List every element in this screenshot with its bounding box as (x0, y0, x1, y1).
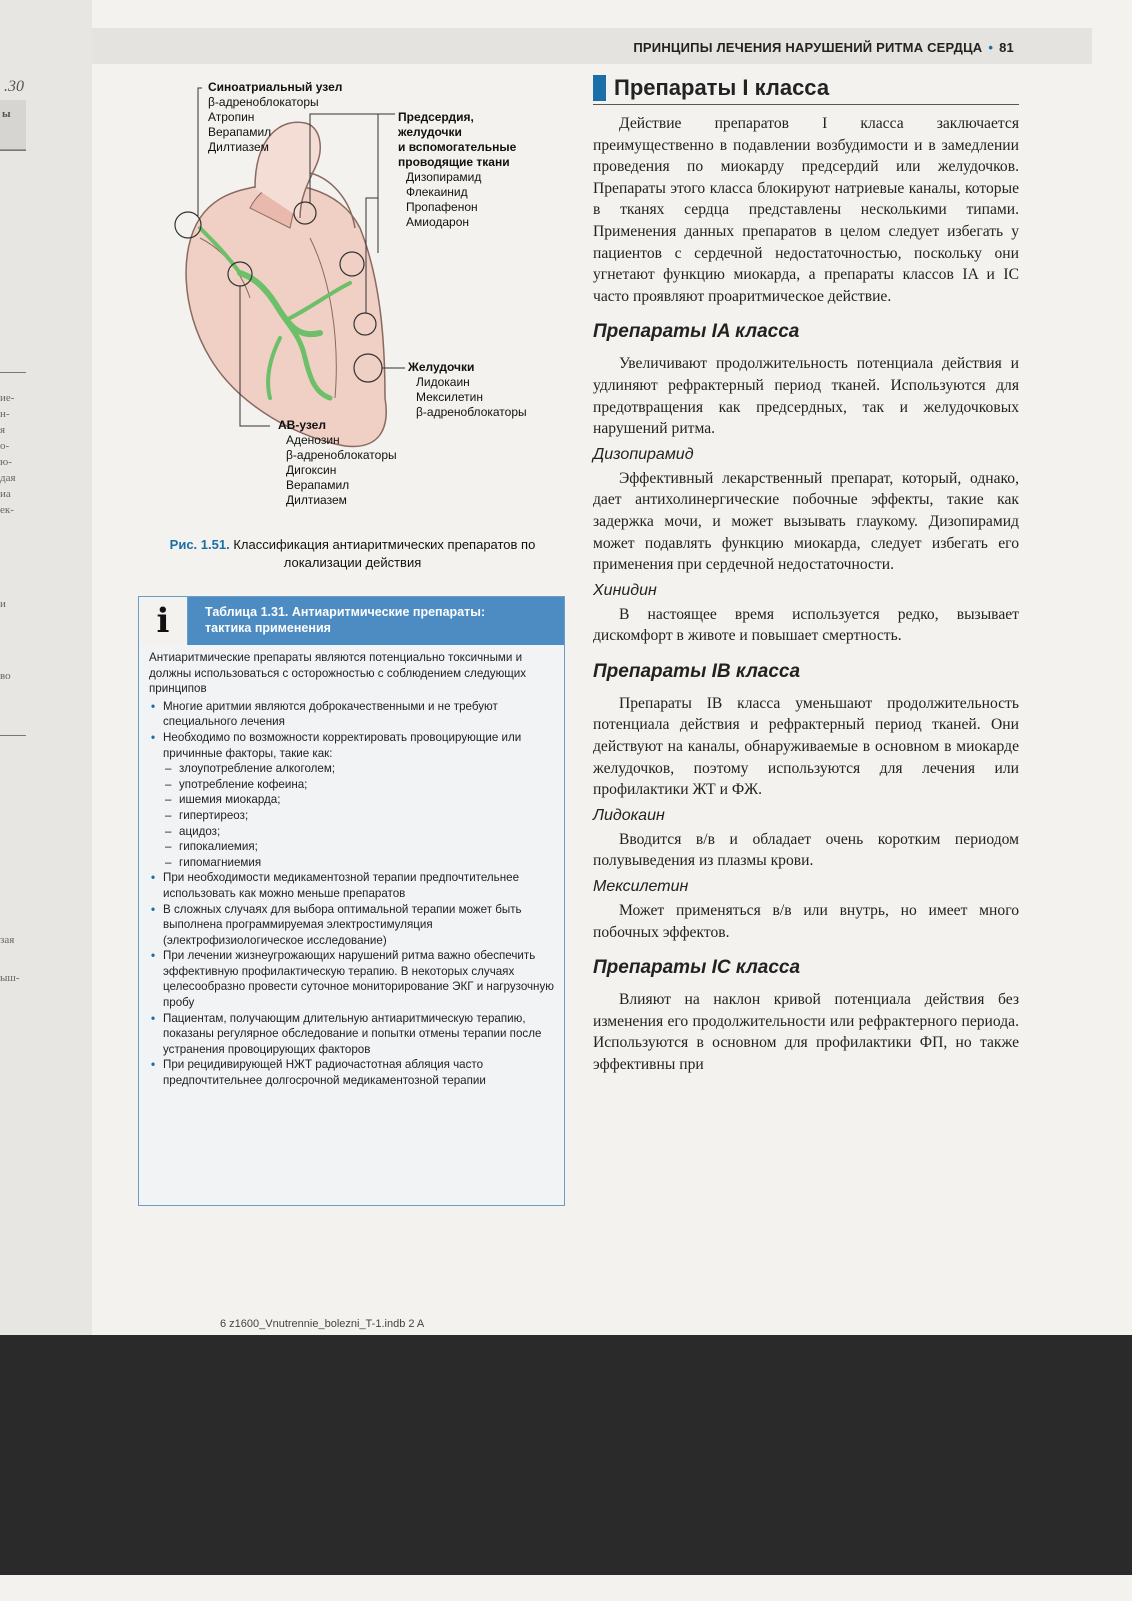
print-footer: 6 z1600_Vnutrennie_bolezni_T-1.indb 2 A (220, 1318, 425, 1330)
label-title: и вспомогательные (398, 140, 517, 154)
label-av-node (278, 418, 397, 508)
text-fragment: ие- (0, 392, 15, 404)
text-fragment: иа (0, 488, 11, 500)
list-item: • В сложных случаях для выбора оптимальной терапии может быть выполнена программируемая электростимуляция (электрофизиологическое исследование) (149, 902, 556, 949)
section-heading-text: Препараты I класса (614, 75, 830, 100)
drug-heading: Дизопирамид (593, 445, 694, 463)
paragraph: Эффективный лекарственный препарат, который, однако, дает антихолинергические побочные эффекты, такие как задержка мочи, и может вызывать глаукому. Дизопирамид может подавлять функцию миокарда, следует избегать его применения при сердечной недостаточности. (593, 469, 1019, 574)
paragraph: Препараты IB класса уменьшают продолжительность потенциала действия и рефрактерный период тканей. Они действуют на каналы, обнаруживаемые в основном в миокарде желудочков, поэтому используются для лечения или профилактики ЖТ и ФЖ. (593, 694, 1019, 799)
scan-background (0, 1335, 1132, 1575)
section-heading (593, 72, 1019, 105)
text-fragment: ек- (0, 504, 14, 516)
figure-caption (140, 536, 565, 572)
bullet-icon: • (988, 40, 994, 55)
label-item: Пропафенон (406, 200, 478, 214)
list-item: – гипертиреоз; (149, 808, 556, 824)
subsection-heading: Препараты IA класса (593, 321, 800, 343)
label-item: Дилтиазем (208, 140, 269, 154)
divider (0, 735, 26, 736)
text-fragment: зая (0, 934, 15, 946)
text-fragment: и (0, 598, 6, 610)
label-item: Лидокаин (416, 375, 470, 389)
text-fragment: ю- (0, 456, 12, 468)
list-item: – употребление кофеина; (149, 777, 556, 793)
paragraph: Влияют на наклон кривой потенциала действия без изменения его продолжительности или рефрактерного периода. Используются в основном для профилактики ФП, но также эффективны при (593, 991, 1019, 1073)
label-item: β-адреноблокаторы (286, 448, 397, 462)
table-body (139, 645, 564, 1089)
drug-heading: Лидокаин (593, 806, 665, 824)
label-sa-node (208, 80, 342, 155)
list-item: • При рецидивирующей НЖТ радиочастотная абляция часто предпочтительнее долгосрочной медикаментозной терапии (149, 1057, 556, 1088)
list-item: – ишемия миокарда; (149, 792, 556, 808)
list-item: • Пациентам, получающим длительную антиаритмическую терапию, показаны регулярное обследование и попытки отмены терапии после устранения провоцирующих факторов (149, 1011, 556, 1058)
list-item: • Многие аритмии являются доброкачественными и не требуют специального лечения (149, 699, 556, 730)
table-title-line: тактика применения (205, 621, 331, 635)
table-title-line: Таблица 1.31. Антиаритмические препараты: (205, 605, 486, 619)
label-title: Предсердия, (398, 110, 474, 124)
heart-figure (140, 78, 570, 528)
paragraph: Увеличивают продолжительность потенциала действия и удлиняют рефрактерный период тканей. Используются для предотвращения как предсердных, так и желудочковых нарушений ритма. (593, 355, 1019, 438)
heading-marker-icon (593, 75, 606, 101)
table-intro: Антиаритмические препараты являются потенциально токсичными и должны использоваться с осторожностью с соблюдением следующих принципов (149, 651, 527, 696)
label-title: АВ-узел (278, 418, 326, 432)
drug-heading: Мексилетин (593, 878, 689, 896)
label-item: Дилтиазем (286, 493, 347, 507)
caption-number: Рис. 1.51. (169, 537, 230, 552)
label-title: желудочки (398, 125, 462, 139)
page-number: 81 (999, 40, 1014, 55)
table-title (205, 604, 485, 636)
list-item: – ацидоз; (149, 824, 556, 840)
label-item: Дизопирамид (406, 170, 482, 184)
table-box (138, 596, 565, 1206)
running-head-title: ПРИНЦИПЫ ЛЕЧЕНИЯ НАРУШЕНИЙ РИТМА СЕРДЦА (633, 40, 983, 55)
list-item: • Необходимо по возможности корректировать провоцирующие или причинные факторы, такие как: (149, 730, 556, 761)
caption-text: Классификация антиаритмических препаратов по локализации действия (233, 537, 536, 570)
prev-page-table-header: ы (0, 100, 26, 150)
article-column (593, 72, 1019, 1076)
paragraph: Может применяться в/в или внутрь, но имеет много побочных эффектов. (593, 902, 1019, 941)
paragraph: Вводится в/в и обладает очень коротким периодом полувыведения из плазмы крови. (593, 830, 1019, 870)
list-item: – гипокалиемия; (149, 839, 556, 855)
label-item: Дигоксин (286, 463, 337, 477)
prev-page-number: .30 (4, 78, 24, 95)
label-title: проводящие ткани (398, 155, 510, 169)
label-atria-ventricles (398, 110, 516, 230)
previous-page-edge (0, 0, 30, 1340)
text-fragment: я (0, 424, 6, 436)
running-head (633, 40, 1014, 55)
label-item: β-адреноблокаторы (208, 95, 319, 109)
label-item: Флекаинид (406, 185, 468, 199)
list-item: – злоупотребление алкоголем; (149, 761, 556, 777)
paragraph: В настоящее время используется редко, вызывает дискомфорт в животе и повышает смертность. (593, 605, 1019, 645)
label-item: Верапамил (286, 478, 350, 492)
drug-heading: Хинидин (593, 581, 657, 599)
label-title: Желудочки (408, 360, 475, 374)
text-fragment: во (0, 670, 11, 682)
subsection-heading: Препараты IB класса (593, 660, 801, 682)
label-item: Амиодарон (406, 215, 470, 229)
text-fragment: дая (0, 472, 16, 484)
table-header (139, 597, 564, 645)
table-list (149, 699, 556, 1089)
label-item: Атропин (208, 110, 255, 124)
subsection-heading: Препараты IC класса (593, 957, 801, 979)
text-fragment: н- (0, 408, 10, 420)
label-item: Аденозин (286, 433, 340, 447)
paragraph: Действие препаратов I класса заключается преимущественно в подавлении возбудимости и в замедлении проведения по миокарду предсердий или желудочков. Препараты этого класса блокируют натриевые каналы, которые в тканях сердца представлены несколькими типами. Применения данных препаратов в целом следует избегать у пациентов с сердечной недостаточностью, поскольку они угнетают функцию миокарда, а препараты классов IA и IC часто проявляют проаритмическое действие. (593, 115, 1019, 305)
label-item: β-адреноблокаторы (416, 405, 527, 419)
label-item: Мексилетин (416, 390, 483, 404)
list-item: • При лечении жизнеугрожающих нарушений ритма важно обеспечить эффективную профилактическую терапию. В некоторых случаях целесообразно провести суточное мониторирование ЭКГ и нагрузочную пробу (149, 948, 556, 1010)
divider (0, 372, 26, 373)
text-fragment: о- (0, 440, 10, 452)
list-item: • При необходимости медикаментозной терапии предпочтительнее использовать как можно меньше препаратов (149, 870, 556, 901)
divider (0, 150, 26, 151)
info-icon: i (139, 597, 188, 645)
label-item: Верапамил (208, 125, 272, 139)
text-fragment: ыш- (0, 972, 20, 984)
list-item: – гипомагниемия (149, 855, 556, 871)
label-title: Синоатриальный узел (208, 80, 343, 94)
label-ventricles (408, 360, 527, 420)
